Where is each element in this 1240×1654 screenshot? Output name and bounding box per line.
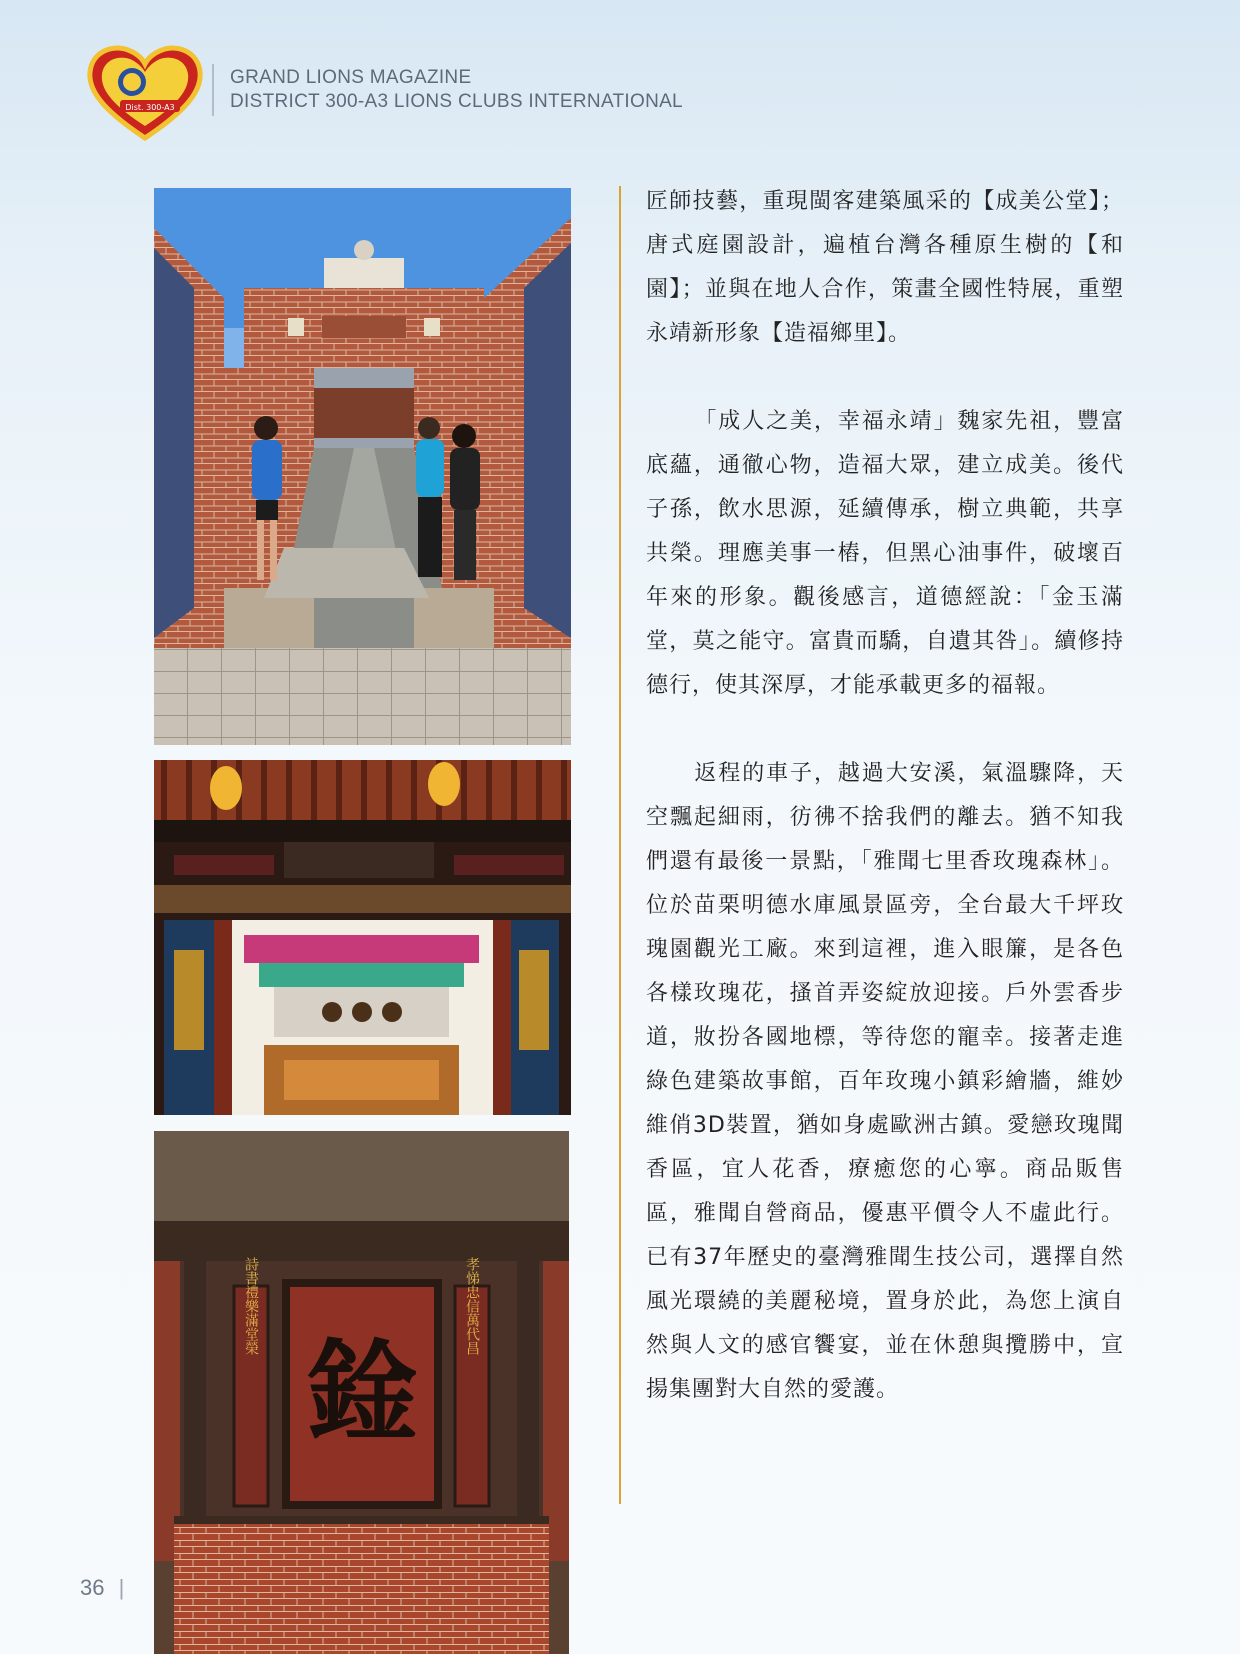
header-titles	[230, 66, 683, 114]
lions-district-heart-logo-icon	[86, 42, 204, 142]
logo-caption: Dist. 300-A3	[125, 103, 175, 112]
page-footer	[80, 1575, 124, 1601]
magazine-title: GRAND LIONS MAGAZINE	[230, 67, 472, 88]
paragraph-2: 「成人之美，幸福永靖」魏家先祖，豐富底蘊，通徹心物，造福大眾，建立成美。後代子孫，飲水思源，延續傳承，樹立典範，共享共榮。理應美事一樁，但黑心油事件，破壞百年來的形象。觀後感言，道德經說：「金玉滿堂，莫之能守。富貴而驕，自遺其咎」。續修持德行，使其深厚，才能承載更多的福報。	[646, 409, 1124, 698]
header-divider	[212, 64, 214, 116]
courtyard-gate-photo	[154, 188, 571, 745]
ancestral-hall-altar-photo	[154, 760, 571, 1115]
page-number: 36	[80, 1575, 105, 1600]
district-line: DISTRICT 300-A3 LIONS CLUBS INTERNATIONAL	[230, 91, 683, 112]
footer-separator: |	[118, 1575, 125, 1600]
courtyard-gate-image-icon	[154, 188, 571, 745]
couplet-left-text: 詩書禮樂滿堂榮	[243, 1257, 259, 1355]
plaque-doorway-photo	[154, 1131, 569, 1654]
plaque-image-icon	[154, 1131, 569, 1654]
column-divider	[619, 186, 621, 1504]
paragraph-1: 匠師技藝，重現閩客建築風采的【成美公堂】；唐式庭園設計，遍植台灣各種原生樹的【和園】；並與在地人合作，策畫全國性特展，重塑永靖新形象【造福鄉里】。	[646, 189, 1124, 346]
couplet-right-text: 孝悌忠信萬代昌	[464, 1257, 480, 1355]
altar-image-icon	[154, 760, 571, 1115]
paragraph-3: 返程的車子，越過大安溪，氣溫驟降，天空飄起細雨，彷彿不捨我們的離去。猶不知我們還有最後一景點，「雅聞七里香玫瑰森林」。位於苗栗明德水庫風景區旁，全台最大千坪玫瑰園觀光工廠。來到這裡，進入眼簾，是各色各樣玫瑰花，搔首弄姿綻放迎接。戶外雲香步道，妝扮各國地標，等待您的寵幸。接著走進綠色建築故事館，百年玫瑰小鎮彩繪牆，維妙維俏3D裝置，猶如身處歐洲古鎮。愛戀玫瑰聞香區，宜人花香，療癒您的心寧。商品販售區，雅聞自營商品，優惠平價令人不虛此行。已有37年歷史的臺灣雅聞生技公司，選擇自然風光環繞的美麗秘境，置身於此，為您上演自然與人文的感官饗宴，並在休憩與攬勝中，宣揚集團對大自然的愛護。	[646, 761, 1124, 1402]
plaque-character: 鍂	[307, 1328, 417, 1457]
article-body	[646, 180, 1124, 1456]
